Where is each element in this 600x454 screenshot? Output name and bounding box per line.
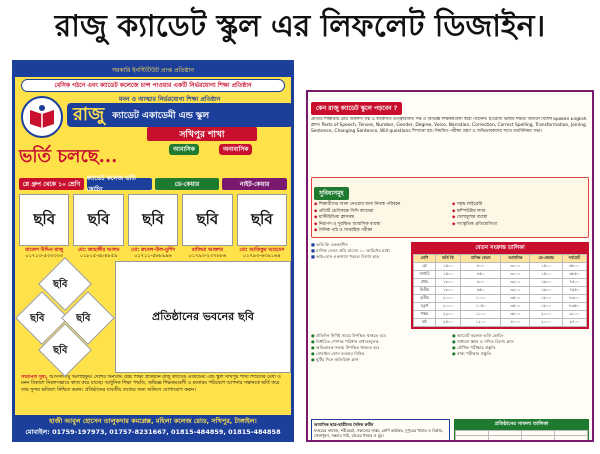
result-cell xyxy=(456,441,489,442)
fee-cell: ৬৮৫০ xyxy=(562,271,586,279)
rules-section xyxy=(311,333,589,415)
photo-placeholder: ছবি xyxy=(73,194,123,246)
fee-cell: ৩৫০০ xyxy=(501,303,530,311)
table-row xyxy=(456,441,588,442)
fee-cell: ১৬০০ xyxy=(530,279,562,287)
person-caption: মো: আতিকুর আহমেদ ০১৭৯৩-৬৩৯১৬৪ xyxy=(239,247,285,259)
list-item: ● প্রতিদিন নির্দিষ্ট সময়ে উপস্থিত থাকতে হবে xyxy=(311,333,448,339)
fee-header-cell: শ্রেণি xyxy=(414,255,436,263)
intro-text: প্রতিটি শিক্ষার্থীর প্রতি আলাদা যত্ন ও ব্যক্তিগত তত্ত্বাবধান। দক্ষ ও অভিজ্ঞ শিক্ষকমণ্ডলী দ্বারা পাঠদান। ইংরেজি ভাষায় দক্ষতা অর্জনে বিশেষ Spoken English ক্লাস। Parts of Speech, Tenses, Number, Gender, Degree, Voice, Narration, Correction, Correct Spelling, Transformation, Joining Sentence, Changing Sentence, Will questions শিখানো হয়। নিয়মিত পরীক্ষা গ্রহণ ও অভিভাবকদের সাথে মতবিনিময় সভা। xyxy=(311,117,587,134)
fee-cell: ১২০০ xyxy=(461,319,501,327)
nonresidential-pill: অনাবাসিক xyxy=(219,144,252,155)
address-text: হাজী আবুল হোসেন তালুকদার কমপ্লেক্স, মহিলা কলেজ রোড, সখিপুর, টাঙ্গাইল। xyxy=(49,417,257,425)
fee-cell: ৩৮০০ xyxy=(501,311,530,319)
fee-cell: ৯৭০০ xyxy=(562,319,586,327)
list-item: ■ মাসিক বেতন প্রতি মাসের ১০ তারিখের মধ্যে xyxy=(311,248,407,254)
list-item: ● ছুটির দিনে অতিরিক্ত ক্লাস xyxy=(311,357,448,363)
fee-header-cell: সর্বমোট xyxy=(562,255,586,263)
fee-cell: ৩০০০ xyxy=(501,263,530,271)
fee-cell: ৮৩০০ xyxy=(562,295,586,303)
fee-cell: ২০০০ xyxy=(435,303,460,311)
list-item: ■ ভর্তি ফি এককালীন xyxy=(311,242,407,248)
facility-list-right xyxy=(452,202,586,235)
fee-header-cell: ভর্তি ফি xyxy=(435,255,460,263)
table-row xyxy=(414,311,587,319)
fee-cell: ৯১০০ xyxy=(562,311,586,319)
list-item: ◆ দৈনিক পাঠ ও সাপ্তাহিক পরীক্ষা xyxy=(314,228,448,235)
fee-cell: দ্বিতীয় xyxy=(414,287,436,295)
list-item: ◆ সমৃদ্ধ লাইব্রেরি xyxy=(452,202,586,209)
person-caption: রাজেশ উদ্দিন রাজু ০১৭১৩-৫৩৩৩৩৩ xyxy=(25,247,64,259)
fee-header-cell: আবাসিক xyxy=(501,255,530,263)
fee-table-title: বেতন সংক্রান্ত তালিকা xyxy=(413,244,587,254)
intro-title: কেন রাজু ক্যাডেট স্কুলে পড়বেন ? xyxy=(311,102,402,115)
fee-cell: ষষ্ঠ xyxy=(414,319,436,327)
diamond-photo-label: ছবি xyxy=(76,313,91,324)
fee-cell: ৩২০০ xyxy=(501,287,530,295)
table-row xyxy=(414,319,587,327)
routine-box xyxy=(311,419,450,442)
fee-cell: ৭৫০০ xyxy=(562,279,586,287)
fee-cell: ১৬০০ xyxy=(530,287,562,295)
fee-cell: ৭৫৫০ xyxy=(562,287,586,295)
list-item: ◆ সাংস্কৃতিক প্রতিযোগিতা xyxy=(452,222,586,229)
admission-heading: ভর্তি চলছে... xyxy=(19,146,118,167)
diamond-photo-group xyxy=(19,261,111,373)
fee-cell: ১৮০০ xyxy=(435,279,460,287)
fee-cell: ২৫০০ xyxy=(435,319,460,327)
fee-cell: নার্সারি xyxy=(414,271,436,279)
body-intro: সম্মানিত সুধী, xyxy=(21,375,48,380)
table-row xyxy=(414,263,587,271)
list-item: ● অভিভাবক সভায় উপস্থিত থাকতে হবে xyxy=(311,345,448,351)
fee-cell: ২০০০ xyxy=(530,319,562,327)
fee-cell: ৯০০ xyxy=(461,279,501,287)
school-name: রাজু xyxy=(73,103,105,125)
fee-cell: ১৫০০ xyxy=(435,263,460,271)
list-item: ● সাধারণ জ্ঞান ও গণিত বিশেষ ক্লাস xyxy=(452,339,589,345)
fee-cell: ৩০০০ xyxy=(501,271,530,279)
result-box xyxy=(454,419,589,442)
fee-cell: ২২০০ xyxy=(435,311,460,319)
fee-header-cell: মাসিক বেতন xyxy=(461,255,501,263)
photo-row xyxy=(19,194,287,246)
fee-cell: ৪০০০ xyxy=(501,319,530,327)
diamond-photo-label: ছবি xyxy=(53,345,68,356)
photo-placeholder: ছবি xyxy=(237,194,287,246)
fee-cell: ২০০০ xyxy=(435,295,460,303)
fee-cell: ১১০০ xyxy=(461,311,501,319)
fee-cell: তৃতীয় xyxy=(414,295,436,303)
fee-cell: ৩২০০ xyxy=(501,279,530,287)
fee-cell: ১০৫০ xyxy=(461,303,501,311)
fee-cell: ১৫০০ xyxy=(435,271,460,279)
front-footer xyxy=(15,415,291,439)
list-item: ● মোবাইল ফোন ব্যবহার নিষিদ্ধ xyxy=(311,351,448,357)
fee-table-box xyxy=(411,242,589,329)
school-subtitle: ক্যাডেট একাডেমী এন্ড স্কুল xyxy=(112,110,210,121)
table-row xyxy=(414,271,587,279)
person-caption: মো: জাহাঙ্গীর আলম ০১৮১৫-৪৮৪৮৫৯ xyxy=(77,247,120,259)
table-row xyxy=(414,295,587,303)
front-name-box xyxy=(67,103,293,127)
fee-table xyxy=(413,254,587,327)
leaflet-back xyxy=(306,90,594,442)
front-middle xyxy=(19,261,287,373)
fee-cell: ৮০০ xyxy=(461,263,501,271)
fee-cell: ৮৫০ xyxy=(461,271,501,279)
program-item: ক্যাডেট কলেজ ভর্তি কোচিং xyxy=(87,178,152,190)
person-caption: মো: রুবেল-উল-মুর্শিদ ০১৭১১-৫৬৮৯৯৬ xyxy=(131,247,175,259)
leaflet-front xyxy=(12,60,294,442)
diamond-photo-label: ছবি xyxy=(53,279,68,290)
fee-cell: ১০০০ xyxy=(461,295,501,303)
facility-list-left xyxy=(314,202,448,235)
fee-cell: ৯৫০ xyxy=(461,287,501,295)
program-item: নাইট-কেয়ার xyxy=(222,178,287,190)
school-logo-icon xyxy=(21,96,63,138)
program-item: ডে-কেয়ার xyxy=(155,178,220,190)
fee-cell: ২০০০ xyxy=(530,311,562,319)
rules-left xyxy=(311,333,448,415)
people-names xyxy=(19,247,287,259)
diamond-photo-label: ছবি xyxy=(30,313,45,324)
result-cell xyxy=(555,441,588,442)
list-item: ● নির্ধারিত পোশাক পরিধান বাধ্যতামূলক xyxy=(311,339,448,345)
fee-cell: ৬৮০০ xyxy=(562,263,586,271)
page-headline: রাজু ক্যাডেট স্কুল এর লিফলেট ডিজাইন। xyxy=(54,9,546,44)
program-strip xyxy=(19,175,287,193)
front-top-line: সরকারি ইনস্টিটিউট প্রাপ্ত প্রতিষ্ঠান xyxy=(15,63,291,77)
residential-pill: আবাসিক xyxy=(169,144,199,155)
list-item: ● ক্যাডেট কলেজ ভর্তি কোচিং xyxy=(452,333,589,339)
list-item: ◆ খেলাধুলার ব্যবস্থা xyxy=(452,215,586,222)
building-photo-placeholder: প্রতিষ্ঠানের ভবনের ছবি xyxy=(115,261,291,373)
fee-cell: ১৮০০ xyxy=(530,303,562,311)
fee-notes xyxy=(311,242,407,329)
table-row xyxy=(414,279,587,287)
fee-cell: প্রথম xyxy=(414,279,436,287)
routine-text: ফজরের নামাজ, শরীরচর্চা, সকালের নাস্তা, শ্রেণি কার্যক্রম, দুপুরের খাবার ও বিশ্রাম, খেলাধুলা, সন্ধ্যার পাঠ, রাতের খাবার ও ঘুম। xyxy=(314,427,444,439)
phone-text: মোবাইল: 01759-197973, 01757-8231667, 01815-484859, 01815-484858 xyxy=(25,428,281,436)
fee-cell: পঞ্চম xyxy=(414,311,436,319)
admission-row xyxy=(19,142,287,176)
list-item: ◆ মাল্টিমিডিয়া ক্লাসরুম xyxy=(314,215,448,222)
fee-cell: ১৫০০ xyxy=(530,263,562,271)
front-tagline: মনন ও আত্মার নির্ভরযোগ্য শিক্ষা প্রতিষ্ঠান xyxy=(119,96,221,103)
table-row xyxy=(414,303,587,311)
facility-section xyxy=(311,177,589,238)
photo-placeholder: ছবি xyxy=(128,194,178,246)
result-cell xyxy=(522,441,555,442)
list-item: ◆ শিক্ষার্থীদের আনা নেওয়ার জন্য নিজস্ব পরিবহন xyxy=(314,202,448,209)
bottom-section xyxy=(311,419,589,442)
fee-header-cell: ডে-কেয়ার xyxy=(530,255,562,263)
fee-cell: ৩৫০০ xyxy=(501,295,530,303)
table-row xyxy=(414,287,587,295)
fee-cell: ১৮০০ xyxy=(530,295,562,303)
list-item: ■ ভাই-বোন একসাথে পড়লে বিশেষ ছাড় xyxy=(311,254,407,260)
list-item: ● স্বাস্থ্য পরীক্ষার প্রস্তুতি xyxy=(452,351,589,357)
result-title: প্রতিষ্ঠানের সাফল্য তালিকা xyxy=(455,420,588,430)
list-item: ● মৌখিক পরীক্ষার প্রস্তুতি xyxy=(452,345,589,351)
list-item: ◆ প্রতিটি শ্রেণিকক্ষে সিসি ক্যামেরা xyxy=(314,209,448,216)
fee-cell: ৮৩৫০ xyxy=(562,303,586,311)
fee-cell: প্লে xyxy=(414,263,436,271)
routine-title: আবাসিক ছাত্র-ছাত্রীদের দৈনিক রুটিন xyxy=(314,422,374,428)
fee-section xyxy=(311,242,589,329)
facility-title: সুবিধাসমূহ xyxy=(314,187,349,200)
result-table xyxy=(455,430,588,442)
result-cell xyxy=(489,441,522,442)
fee-cell: ১৫০০ xyxy=(530,271,562,279)
rules-right xyxy=(452,333,589,415)
branch-badge: সখিপুর শাখা xyxy=(147,127,257,141)
list-item: ◆ কম্পিউটার ল্যাব xyxy=(452,209,586,216)
front-slogan: বেসিক গঠনে এবং ক্যাডেট কলেজে চান্স পাওয়ার একটি নির্ভরযোগ্য শিক্ষা প্রতিষ্ঠান xyxy=(21,79,285,92)
body-text: আসসালামু আলাইকুম। দেশের অন্যতম শ্রেষ্ঠ শিক্ষা প্রতিষ্ঠান রাজু ক্যাডেট একাডেমী এন্ড স্কুল সখিপুর শাখা শিশুদের মেধা ও মনন বিকাশে নিরলসভাবে কাজ করে যাচ্ছে। আধুনিক শিক্ষা পদ্ধতি, অভিজ্ঞ শিক্ষকমণ্ডলী ও মনোরম পরিবেশে আপনার সন্তানকে ভর্তি করে তার সুন্দর ভবিষ্যৎ নিশ্চিত করুন। প্রতিষ্ঠানের যাবতীয় তথ্যের জন্য অফিসে যোগাযোগ করুন। xyxy=(21,375,281,393)
front-brand xyxy=(19,94,287,140)
fee-cell: ১৮০০ xyxy=(435,287,460,295)
photo-placeholder: ছবি xyxy=(182,194,232,246)
program-item: প্লে গ্রুপ থেকে ১০ শ্রেণি xyxy=(19,178,84,190)
list-item: ◆ নিরাপদ ও সুরক্ষিত আবাসিক ব্যবস্থা xyxy=(314,222,448,229)
photo-placeholder: ছবি xyxy=(19,194,69,246)
person-caption: রাজিয়া আক্তার ০১৭৯৩-২৩৭৮৮৬ xyxy=(188,247,227,259)
fee-cell: চতুর্থ xyxy=(414,303,436,311)
